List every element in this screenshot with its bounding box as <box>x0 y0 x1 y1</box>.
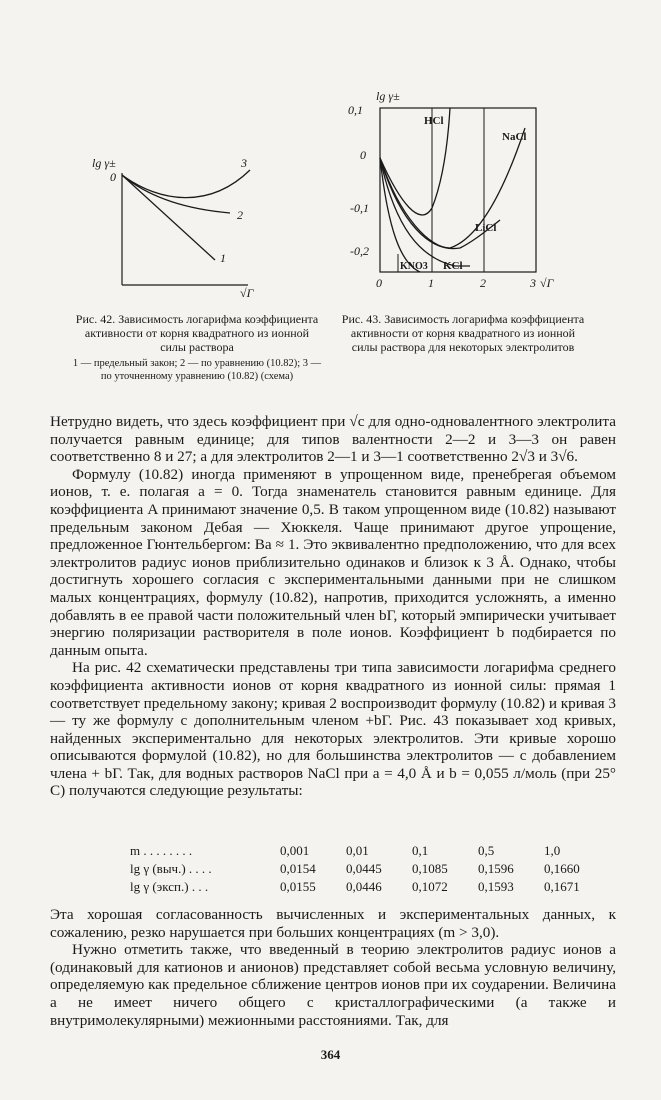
fig43-curve-label-kcl: KCl <box>443 260 463 272</box>
paragraph-2: Формулу (10.82) иногда применяют в упрощенном виде, пренебрегая объемом ионов, т. е. полагая a = 0. Тогда знаменатель становится равным единице. Для коэффициента A принимают значение 0,5. В таком упрощенном виде (10.82) называют предельным законом Дебая — Хюккеля. Чаще принимают другое упрощение, предложенное Гюнтельбергом: Ba ≈ 1. Это эквивалентно предположению, что для всех электролитов радиус ионов приблизительно одинаков и близок к 3 Å. Однако, чтобы достигнуть хорошего согласия с экспериментальными данными при не слишком малых концентрациях, формулу (10.82), напротив, приходится усложнять, а именно добавлять в ее правой части положительный член bΓ, который эмпирически учитывает энергию поляризации растворителя в поле ионов. Коэффициент b подбирается по данным опыта. <box>50 465 616 659</box>
fig43-curve-licl <box>380 158 500 249</box>
table-row <box>130 878 610 896</box>
figure-42-caption: Рис. 42. Зависимость логарифма коэффициента активности от корня квадратного из ионной силы раствора <box>75 312 319 354</box>
body-text-upper <box>50 413 616 800</box>
fig43-y-tick-3: -0,2 <box>350 244 369 258</box>
table-cell: 0,5 <box>478 842 495 858</box>
table-cell: 0,1671 <box>544 878 580 894</box>
fig43-x-axis-label: √Γ <box>540 276 554 290</box>
fig43-curve-label-nacl: NaCl <box>502 131 527 143</box>
fig43-x-tick-3: 3 <box>530 276 536 290</box>
figure-43 <box>340 88 555 293</box>
fig43-y-tick-0: 0,1 <box>348 103 363 117</box>
figure-42 <box>92 145 270 300</box>
table-cell: 0,0445 <box>346 860 382 876</box>
table-cell: 0,0446 <box>346 878 382 894</box>
table-cell: 0,0155 <box>280 878 316 894</box>
fig42-curve-3 <box>122 170 250 198</box>
fig43-x-tick-1: 1 <box>428 276 434 290</box>
table-cell: 0,001 <box>280 842 310 858</box>
table-cell: 0,1596 <box>478 860 514 876</box>
fig42-curve-label-1: 1 <box>220 251 226 265</box>
fig43-y-axis-label: lg γ± <box>376 89 400 103</box>
table-row <box>130 860 610 878</box>
fig43-curve-label-kno3: KNO3 <box>400 261 428 272</box>
table-cell: 0,01 <box>346 842 369 858</box>
table-row-label: lg γ (эксп.) . . . <box>130 878 209 894</box>
fig43-y-tick-1: 0 <box>360 148 366 162</box>
page-number: 364 <box>320 1047 341 1062</box>
fig42-x-axis-label: √Γ <box>240 286 254 300</box>
paragraph-4: Эта хорошая согласованность вычисленных и экспериментальных данных, к сожалению, резко нарушается при больших концентрациях (m > 3,0). <box>50 906 616 941</box>
fig43-curve-label-licl: LiCl <box>475 222 497 234</box>
table-cell: 0,1085 <box>412 860 448 876</box>
fig42-curve-label-3: 3 <box>241 156 247 170</box>
table-cell: 0,0154 <box>280 860 316 876</box>
table-cell: 1,0 <box>544 842 561 858</box>
table-cell: 0,1072 <box>412 878 448 894</box>
nacl-results-table <box>130 842 610 896</box>
fig42-curve-1 <box>122 175 215 260</box>
table-cell: 0,1 <box>412 842 429 858</box>
table-cell: 0,1660 <box>544 860 580 876</box>
fig43-x-tick-0: 0 <box>376 276 382 290</box>
fig43-curve-nacl <box>380 128 525 248</box>
figure-43-caption: Рис. 43. Зависимость логарифма коэффициента активности от корня квадратного из ионной силы раствора для некоторых электролитов <box>341 312 585 354</box>
fig43-y-tick-2: -0,1 <box>350 201 369 215</box>
table-row-label: lg γ (выч.) . . . . <box>130 860 212 876</box>
figure-42-caption-block <box>72 312 322 383</box>
fig43-x-tick-2: 2 <box>480 276 486 290</box>
figure-42-legend: 1 — предельный закон; 2 — по уравнению (10.82); 3 — по уточненному уравнению (10.82) (схема) <box>72 358 322 382</box>
fig43-curve-kcl <box>380 158 470 266</box>
paragraph-5: Нужно отметить также, что введенный в теорию электролитов радиус ионов a (одинаковый для катионов и анионов) представляет собой весьма условную величину, определяемую как предельное сближение центров ионов при их соударении. Величина a не имеет ничего общего с кристаллографическими (а также и внутримолекулярными) межионными расстояниями. Так, для <box>50 941 616 1029</box>
table-row-label: m . . . . . . . . <box>130 842 193 858</box>
fig43-curve-label-hcl: HCl <box>424 115 444 127</box>
paragraph-1: Нетрудно видеть, что здесь коэффициент при √c для одно-одновалентного электролита получается равным единице; для типов валентности 2—2 и 3—3 он равен соответственно 8 и 27; а для электролитов 2—1 и 3—1 соответственно 2√3 и 3√6. <box>50 413 616 466</box>
table-cell: 0,1593 <box>478 878 514 894</box>
table-row <box>130 842 610 860</box>
fig42-curve-2 <box>122 175 230 213</box>
fig42-origin-label: 0 <box>110 170 116 184</box>
paragraph-3: На рис. 42 схематически представлены три типа зависимости логарифма среднего коэффициента активности ионов от корня квадратного из ионной силы: прямая 1 соответствует предельному закону; кривая 2 воспроизводит формулу (10.82) и кривая 3 — ту же формулу с дополнительным членом +bΓ. Рис. 43 показывает ход кривых, найденных экспериментально для некоторых электролитов. Эти кривые хорошо описываются формулой (10.82), но для большинства электролитов — с добавлением члена + bΓ. Так, для водных растворов NaCl при a = 4,0 Å и b = 0,055 л/моль (при 25° С) получаются следующие результаты: <box>50 659 616 800</box>
fig42-y-axis-label: lg γ± <box>92 156 116 170</box>
body-text-lower <box>50 906 616 1029</box>
fig42-curve-label-2: 2 <box>237 208 243 222</box>
